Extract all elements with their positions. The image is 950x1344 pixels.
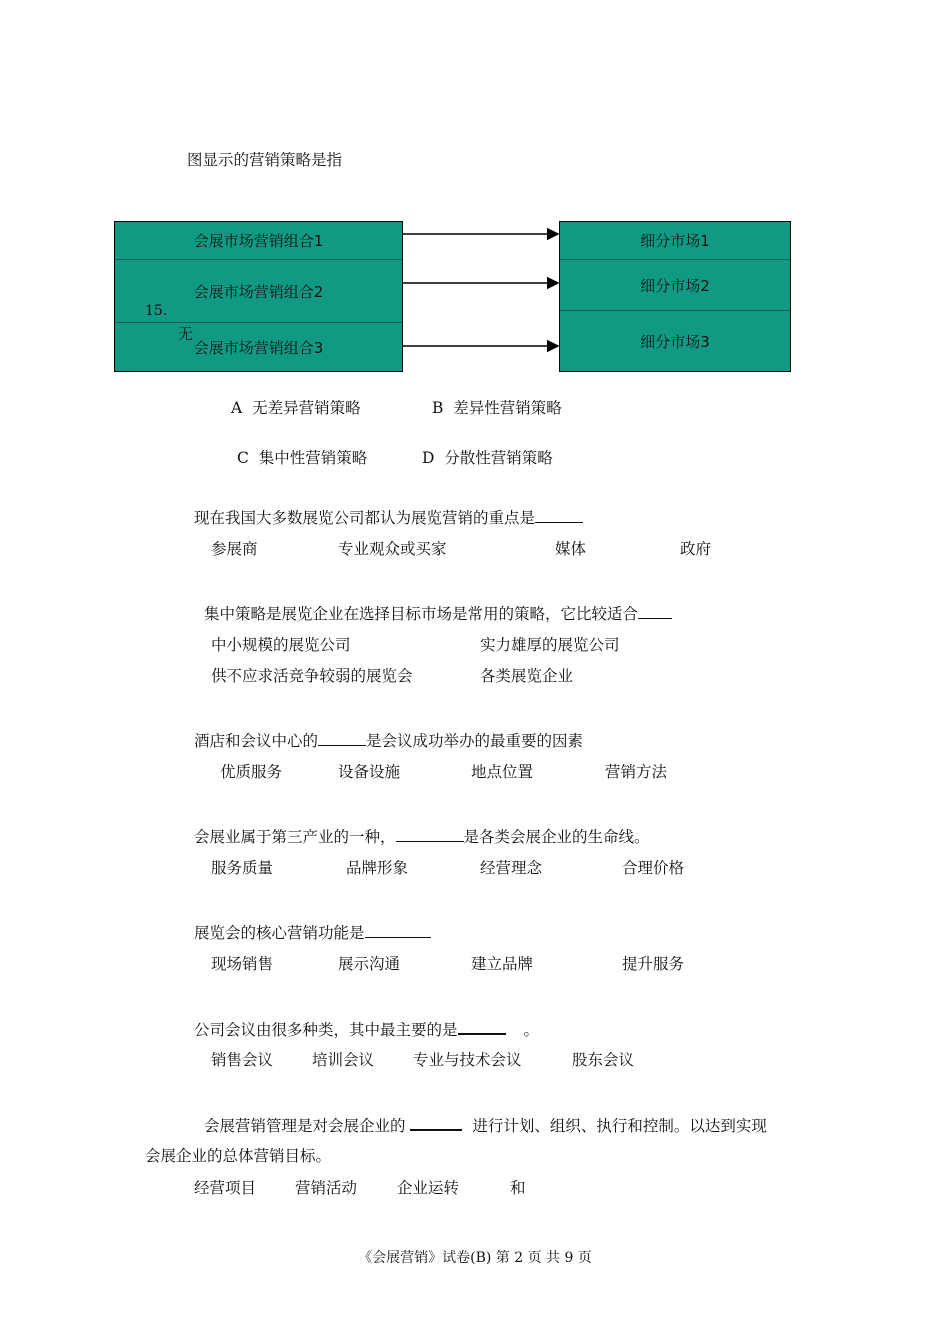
mix-1: 会展市场营销组合1 [193, 232, 324, 250]
option-item: 专业与技术会议 [413, 1051, 522, 1069]
option-item: 营销活动 [295, 1179, 358, 1197]
question-stem: 公司会议由很多种类，其中最主要的是 。 [194, 1021, 540, 1039]
segment-2: 细分市场2 [560, 259, 790, 310]
mix-2: 会展市场营销组合2 [115, 259, 402, 322]
option-item: 参展商 [211, 540, 258, 558]
option-a: A 无差异营销策略 [231, 399, 361, 417]
option-item: 建立品牌 [471, 955, 534, 973]
option-item: 地点位置 [471, 763, 534, 781]
option-item: 优质服务 [220, 763, 283, 781]
option-item: 股东会议 [572, 1051, 635, 1069]
page-footer: 《会展营销》试卷(B) 第 2 页 共 9 页 [358, 1250, 592, 1266]
option-b: B 差异性营销策略 [432, 399, 562, 417]
option-item: 中小规模的展览公司 [211, 636, 351, 654]
option-item: 提升服务 [622, 955, 685, 973]
option-item: 政府 [680, 540, 712, 558]
option-item: 培训会议 [312, 1051, 375, 1069]
option-item: 媒体 [555, 540, 587, 558]
option-item: 服务质量 [211, 859, 274, 877]
option-item: 销售会议 [211, 1051, 274, 1069]
option-item: 和 [510, 1179, 526, 1197]
option-item: 营销方法 [605, 763, 668, 781]
option-item: 合理价格 [622, 859, 685, 877]
question-stem: 展览会的核心营销功能是 [194, 923, 431, 943]
option-item: 企业运转 [397, 1179, 460, 1197]
question-stem: 现在我国大多数展览公司都认为展览营销的重点是 [194, 508, 583, 528]
option-c: C 集中性营销策略 [237, 449, 368, 467]
segment-box [559, 221, 791, 372]
option-item: 现场销售 [211, 955, 274, 973]
segment-1: 细分市场1 [640, 232, 710, 250]
option-item: 供不应求活竞争较弱的展览会 [211, 667, 413, 685]
question-stem: 集中策略是展览企业在选择目标市场是常用的策略，它比较适合 [204, 604, 672, 624]
mix-3: 会展市场营销组合3 [115, 322, 402, 371]
question-stem: 酒店和会议中心的 是会议成功举办的最重要的因素 [194, 732, 584, 750]
question-stem: 图显示的营销策略是指 [187, 151, 343, 169]
option-item: 专业观众或买家 [338, 540, 447, 558]
stray-char: 无 [178, 325, 194, 343]
question-stem: 会展营销管理是对会展企业的 进行计划、组织、执行和控制。以达到实现 [204, 1117, 767, 1135]
marketing-mix-box [114, 221, 403, 372]
option-item: 设备设施 [338, 763, 401, 781]
segment-3: 细分市场3 [560, 310, 790, 371]
question-stem: 会展业属于第三产业的一种， 是各类会展企业的生命线。 [194, 828, 650, 846]
option-item: 经营理念 [480, 859, 543, 877]
option-item: 品牌形象 [346, 859, 409, 877]
option-d: D 分散性营销策略 [422, 449, 553, 467]
option-item: 实力雄厚的展览公司 [480, 636, 620, 654]
option-item: 各类展览企业 [480, 667, 574, 685]
question-number: 15. [145, 303, 168, 319]
option-item: 经营项目 [194, 1179, 257, 1197]
option-item: 展示沟通 [338, 955, 401, 973]
question-stem-line2: 会展企业的总体营销目标。 [145, 1147, 332, 1165]
arrows [403, 225, 563, 355]
